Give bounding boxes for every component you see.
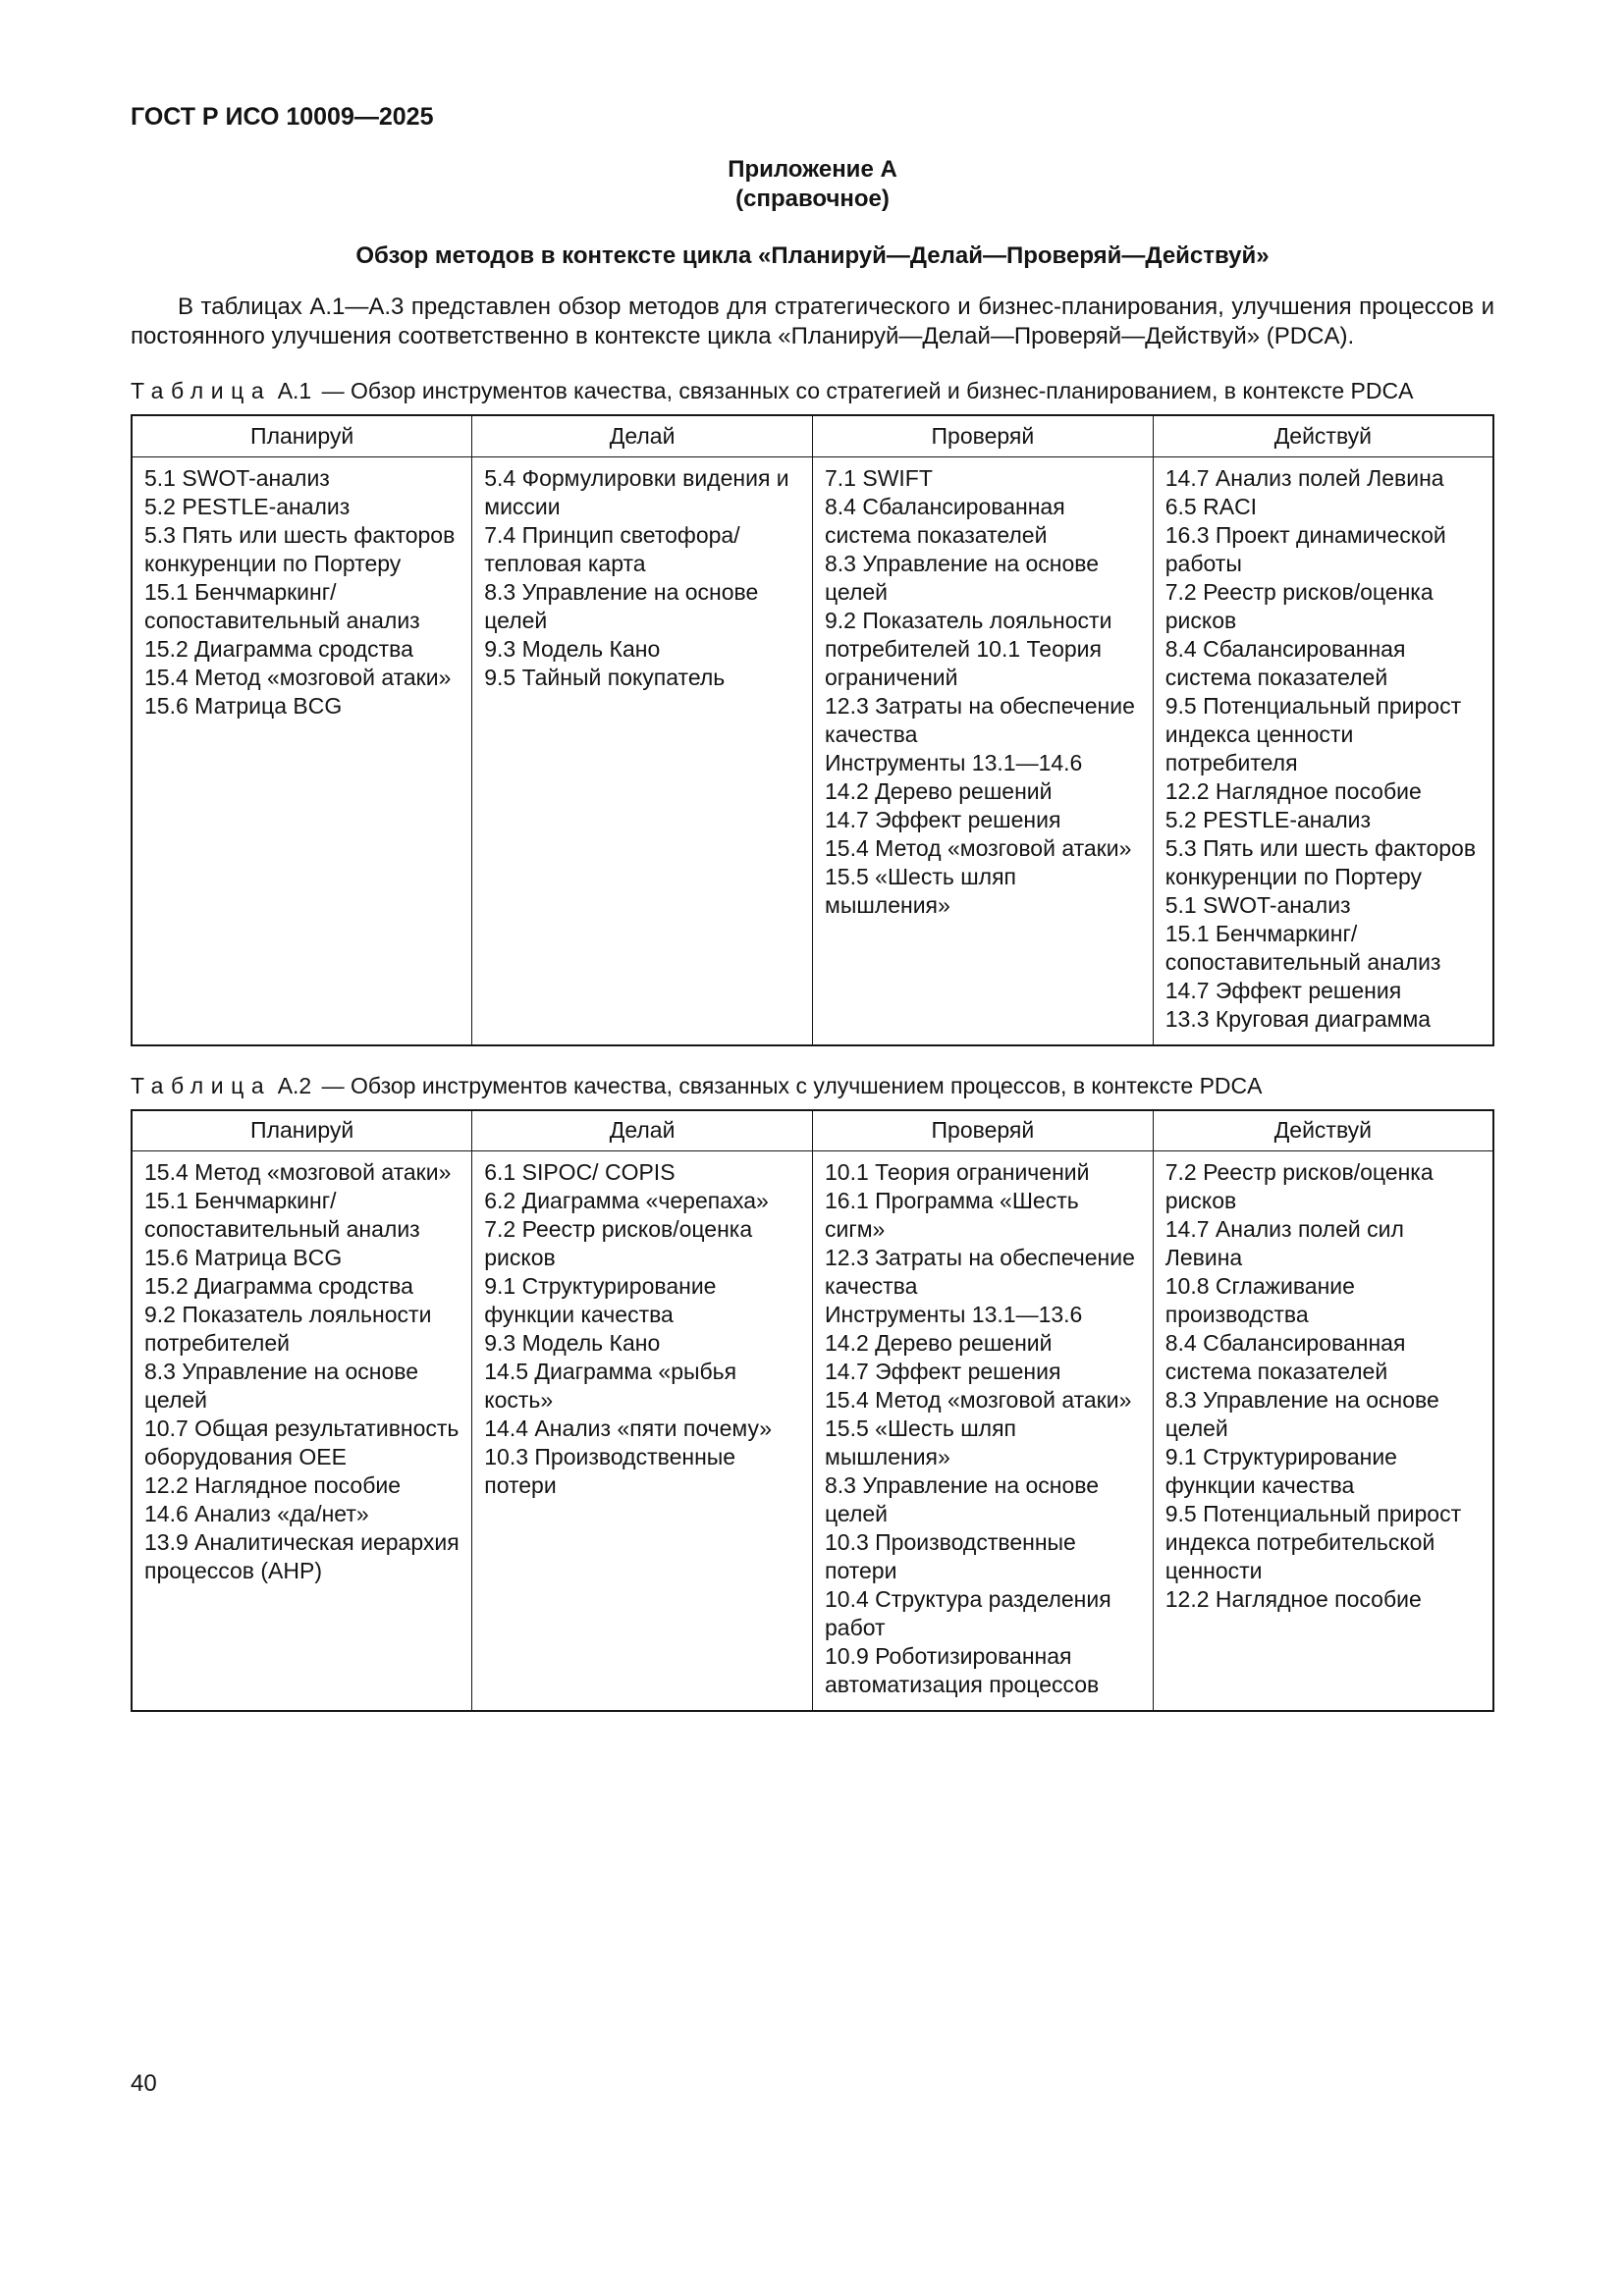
method-entry: 8.3 Управление на основе целей (484, 578, 759, 633)
method-entry: 9.5 Потенциальный прирост индекса ценности потребителя (1164, 692, 1462, 775)
method-entry: 8.4 Сбалансированная система показателей (825, 493, 1065, 548)
method-entry: 13.3 Круговая диаграмма (1164, 1005, 1432, 1032)
method-entry: 15.4 Метод «мозговой атаки» (144, 664, 452, 690)
method-entry: 15.4 Метод «мозговой атаки» (144, 1159, 452, 1185)
method-entry: 5.4 Формулировки видения и миссии (484, 464, 789, 519)
table-a2-cell-do (472, 1151, 813, 1712)
method-entry: 14.7 Эффект решения (825, 1359, 1061, 1384)
method-entry: 9.3 Модель Кано (484, 1330, 661, 1356)
method-entry: 15.5 «Шесть шляп мышления» (825, 863, 1017, 918)
method-entry: 14.7 Эффект решения (1164, 977, 1402, 1003)
document-standard-number: ГОСТ Р ИСО 10009—2025 (131, 103, 434, 131)
page-number: 40 (131, 2070, 157, 2097)
table-a1-cell-plan (132, 456, 472, 1045)
method-entry: 15.1 Бенчмаркинг/сопоставительный анализ (144, 578, 420, 633)
method-entry: 12.3 Затраты на обеспечение качества (825, 1245, 1135, 1299)
method-entry: 12.3 Затраты на обеспечение качества (825, 692, 1135, 747)
method-entry: 9.2 Показатель лояльности потребителей 10.1 Теория ограничений (825, 607, 1112, 690)
table-a2-caption (131, 1072, 1494, 1100)
method-entry: 16.3 Проект динамической работы (1164, 521, 1446, 576)
table-a1-section (131, 377, 1494, 1046)
table-a1-header-col-plan: Планируй (132, 415, 472, 456)
method-entry: 7.1 SWIFT (825, 464, 933, 491)
method-entry: 7.2 Реестр рисков/оценка рисков (484, 1216, 753, 1270)
method-entry: 7.2 Реестр рисков/оценка рисков (1164, 578, 1434, 633)
method-entry: 14.5 Диаграмма «рыбья кость» (484, 1359, 737, 1413)
method-entry: 12.2 Наглядное пособие (1164, 1586, 1422, 1612)
method-entry: 10.3 Производственные потери (825, 1529, 1076, 1583)
table-a1-header-col-act: Действуй (1153, 415, 1493, 456)
method-entry: 13.9 Аналитическая иерархия процессов (AHP) (144, 1529, 460, 1583)
table-header-row (132, 1110, 1493, 1151)
table-a1-caption-word: Таблица (131, 378, 272, 403)
method-entry: 8.3 Управление на основе целей (825, 550, 1100, 605)
table-a2-header-col-act: Действуй (1153, 1110, 1493, 1151)
method-entry: 5.2 PESTLE-анализ (144, 493, 351, 519)
annex-heading: Обзор методов в контексте цикла «Планируй—Делай—Проверяй—Действуй» (355, 242, 1270, 269)
method-entry: 14.6 Анализ «да/нет» (144, 1501, 369, 1526)
table-a1-cell-check (813, 456, 1154, 1045)
method-entry: 10.1 Теория ограничений (825, 1159, 1090, 1185)
method-entry: 5.1 SWOT-анализ (1164, 891, 1351, 918)
method-entry: 9.1 Структурирование функции качества (1164, 1444, 1397, 1498)
method-entry: 5.1 SWOT-анализ (144, 464, 330, 491)
method-entry: 15.4 Метод «мозговой атаки» (825, 1387, 1132, 1413)
table-a2-caption-word: Таблица (131, 1072, 272, 1098)
table-body-row (132, 1151, 1493, 1712)
method-entry: 15.1 Бенчмаркинг/сопоставительный анализ (144, 1188, 420, 1242)
method-entry: 5.3 Пять или шесть факторов конкуренции по Портеру (144, 521, 456, 576)
method-entry: 8.4 Сбалансированная система показателей (1164, 635, 1406, 690)
method-entry: 9.5 Тайный покупатель (484, 664, 726, 690)
table-a2-cell-check (813, 1151, 1154, 1712)
table-a2-cell-plan (132, 1151, 472, 1712)
table-body-row (132, 456, 1493, 1045)
method-entry: 10.9 Роботизированная автоматизация процессов (825, 1643, 1100, 1697)
annex-subtitle: (справочное) (735, 186, 890, 212)
intro-paragraph: В таблицах А.1—А.3 представлен обзор методов для стратегического и бизнес-планирования, улучшения процессов и постоянного улучшения соответственно в контексте цикла «Планируй—Делай—Проверяй—Действуй» (PDCA). (131, 294, 1494, 349)
method-entry: 9.5 Потенциальный прирост индекса потребительской ценности (1164, 1501, 1462, 1583)
method-entry: 9.2 Показатель лояльности потребителей (144, 1302, 432, 1356)
table-a1-head (132, 415, 1493, 456)
method-entry: 10.8 Сглаживание производства (1164, 1273, 1355, 1327)
table-a1-header-col-check: Проверяй (813, 415, 1154, 456)
method-entry: 14.4 Анализ «пяти почему» (484, 1415, 773, 1441)
method-entry: 8.3 Управление на основе целей (1164, 1387, 1439, 1441)
table-a2-header-col-plan: Планируй (132, 1110, 472, 1151)
method-entry: 14.2 Дерево решений (825, 777, 1053, 804)
method-entry: 15.1 Бенчмаркинг/сопоставительный анализ (1164, 920, 1441, 975)
method-entry: 9.3 Модель Кано (484, 635, 661, 662)
table-a2-header-col-do: Делай (472, 1110, 813, 1151)
method-entry: 7.2 Реестр рисков/оценка рисков (1164, 1159, 1434, 1213)
method-entry: 5.3 Пять или шесть факторов конкуренции по Портеру (1164, 834, 1477, 889)
method-entry: 6.1 SIPOC/ COPIS (484, 1159, 676, 1185)
method-entry: 10.4 Структура разделения работ (825, 1586, 1111, 1640)
method-entry: 15.4 Метод «мозговой атаки» (825, 834, 1132, 861)
table-a1-cell-do (472, 456, 813, 1045)
table-a2-body (132, 1151, 1493, 1712)
method-entry: 7.4 Принцип светофора/тепловая карта (484, 521, 740, 576)
method-entry: 8.3 Управление на основе целей (144, 1359, 419, 1413)
method-entry: 15.5 «Шесть шляп мышления» (825, 1415, 1017, 1469)
method-entry: 14.2 Дерево решений (825, 1330, 1053, 1356)
method-entry: 15.2 Диаграмма сродства (144, 1273, 413, 1299)
method-entry: 9.1 Структурирование функции качества (484, 1273, 717, 1327)
method-entry: 15.6 Матрица BCG (144, 692, 343, 719)
pdca-table-a1 (131, 414, 1494, 1046)
table-a1-caption-text: — Обзор инструментов качества, связанных со стратегией и бизнес-планированием, в контексте PDCA (321, 378, 1414, 403)
table-a1-header-col-do: Делай (472, 415, 813, 456)
table-a2-header-col-check: Проверяй (813, 1110, 1154, 1151)
pdca-table-a2 (131, 1109, 1494, 1713)
method-entry: 15.6 Матрица BCG (144, 1245, 343, 1270)
method-entry: 12.2 Наглядное пособие (144, 1472, 402, 1498)
table-a2-head (132, 1110, 1493, 1151)
method-entry: Инструменты 13.1—14.6 (825, 749, 1083, 775)
table-a2-section (131, 1072, 1494, 1713)
annex-title: Приложение А (728, 156, 897, 183)
method-entry: 10.3 Производственные потери (484, 1444, 736, 1498)
table-a2-caption-number: А.2 (277, 1072, 312, 1098)
table-a1-caption-number: А.1 (277, 378, 312, 403)
method-entry: 6.5 RACI (1164, 493, 1258, 519)
method-entry: 5.2 PESTLE-анализ (1164, 806, 1372, 832)
method-entry: 8.3 Управление на основе целей (825, 1472, 1100, 1526)
method-entry: Инструменты 13.1—13.6 (825, 1302, 1083, 1327)
table-header-row (132, 415, 1493, 456)
table-a2-cell-act (1153, 1151, 1493, 1712)
method-entry: 16.1 Программа «Шесть сигм» (825, 1188, 1079, 1242)
method-entry: 14.7 Анализ полей сил Левина (1164, 1216, 1404, 1270)
method-entry: 15.2 Диаграмма сродства (144, 635, 413, 662)
method-entry: 10.7 Общая результативность оборудования OEE (144, 1415, 460, 1469)
table-a1-caption (131, 377, 1494, 405)
table-a2-caption-text: — Обзор инструментов качества, связанных с улучшением процессов, в контексте PDCA (321, 1072, 1263, 1098)
table-a1-cell-act (1153, 456, 1493, 1045)
method-entry: 14.7 Анализ полей Левина (1164, 464, 1444, 491)
method-entry: 6.2 Диаграмма «черепаха» (484, 1188, 769, 1213)
method-entry: 14.7 Эффект решения (825, 806, 1061, 832)
table-a1-body (132, 456, 1493, 1045)
method-entry: 8.4 Сбалансированная система показателей (1164, 1330, 1406, 1384)
method-entry: 12.2 Наглядное пособие (1164, 777, 1422, 804)
